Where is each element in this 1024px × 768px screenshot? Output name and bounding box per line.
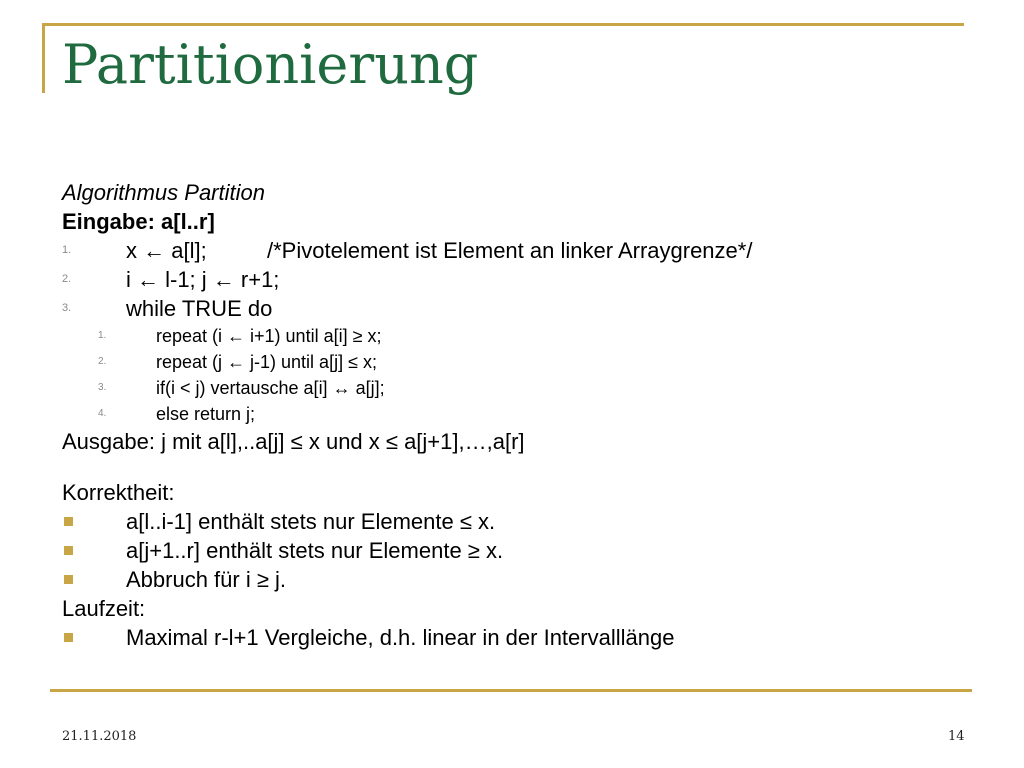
step-code: x ← a[l];: [126, 238, 207, 263]
substep-4: [62, 401, 962, 427]
page-number: 14: [948, 729, 965, 744]
step-2: [62, 265, 962, 294]
substep-2: [62, 349, 962, 375]
substep-text: if(i < j) vertausche a[i] ↔ a[j];: [156, 378, 385, 398]
step-number: 2.: [62, 273, 72, 285]
substep-1: [62, 323, 962, 349]
top-frame-line: [42, 23, 964, 26]
output-spec: Ausgabe: j mit a[l],..a[j] ≤ x und x ≤ a[j+1],…,a[r]: [62, 429, 525, 454]
square-bullet-icon: [64, 575, 73, 584]
substep-3: [62, 375, 962, 401]
runtime-heading: [62, 594, 962, 623]
correctness-item-1: [62, 507, 962, 536]
footer-date: 21.11.2018: [62, 729, 137, 744]
correctness-heading: [62, 478, 962, 507]
input-heading: [62, 207, 962, 236]
step-comment: /*Pivotelement ist Element an linker Arraygrenze*/: [267, 238, 753, 263]
slide-title: Partitionierung: [62, 33, 479, 96]
bottom-frame-line: [50, 689, 972, 692]
runtime-item-1: [62, 623, 962, 652]
substep-number: 2.: [98, 356, 107, 367]
substep-number: 4.: [98, 408, 107, 419]
output-line: [62, 427, 962, 456]
correctness-label: Korrektheit:: [62, 480, 175, 505]
step-number: 1.: [62, 244, 72, 256]
correctness-item-3: [62, 565, 962, 594]
step-3: [62, 294, 962, 323]
bullet-text: a[j+1..r] enthält stets nur Elemente ≥ x.: [126, 538, 504, 563]
correctness-item-2: [62, 536, 962, 565]
slide-body: [62, 178, 962, 652]
step-number: 3.: [62, 302, 72, 314]
substep-number: 1.: [98, 330, 107, 341]
substep-text: repeat (i ← i+1) until a[i] ≥ x;: [156, 326, 382, 346]
step-1: [62, 236, 962, 265]
algorithm-heading: [62, 178, 962, 207]
square-bullet-icon: [64, 546, 73, 555]
substep-text: repeat (j ← j-1) until a[j] ≤ x;: [156, 352, 377, 372]
square-bullet-icon: [64, 633, 73, 642]
substep-text: else return j;: [156, 404, 256, 424]
square-bullet-icon: [64, 517, 73, 526]
step-code: while TRUE do: [126, 296, 273, 321]
substep-number: 3.: [98, 382, 107, 393]
algorithm-name: Algorithmus Partition: [62, 180, 265, 205]
bullet-text: Maximal r-l+1 Vergleiche, d.h. linear in der Intervalllänge: [126, 625, 675, 650]
spacer: [62, 456, 962, 478]
bullet-text: a[l..i-1] enthält stets nur Elemente ≤ x.: [126, 509, 496, 534]
bullet-text: Abbruch für i ≥ j.: [126, 567, 287, 592]
input-spec: Eingabe: a[l..r]: [62, 209, 215, 234]
runtime-label: Laufzeit:: [62, 596, 146, 621]
step-code: i ← l-1; j ← r+1;: [126, 267, 280, 292]
left-frame-line: [42, 23, 45, 93]
